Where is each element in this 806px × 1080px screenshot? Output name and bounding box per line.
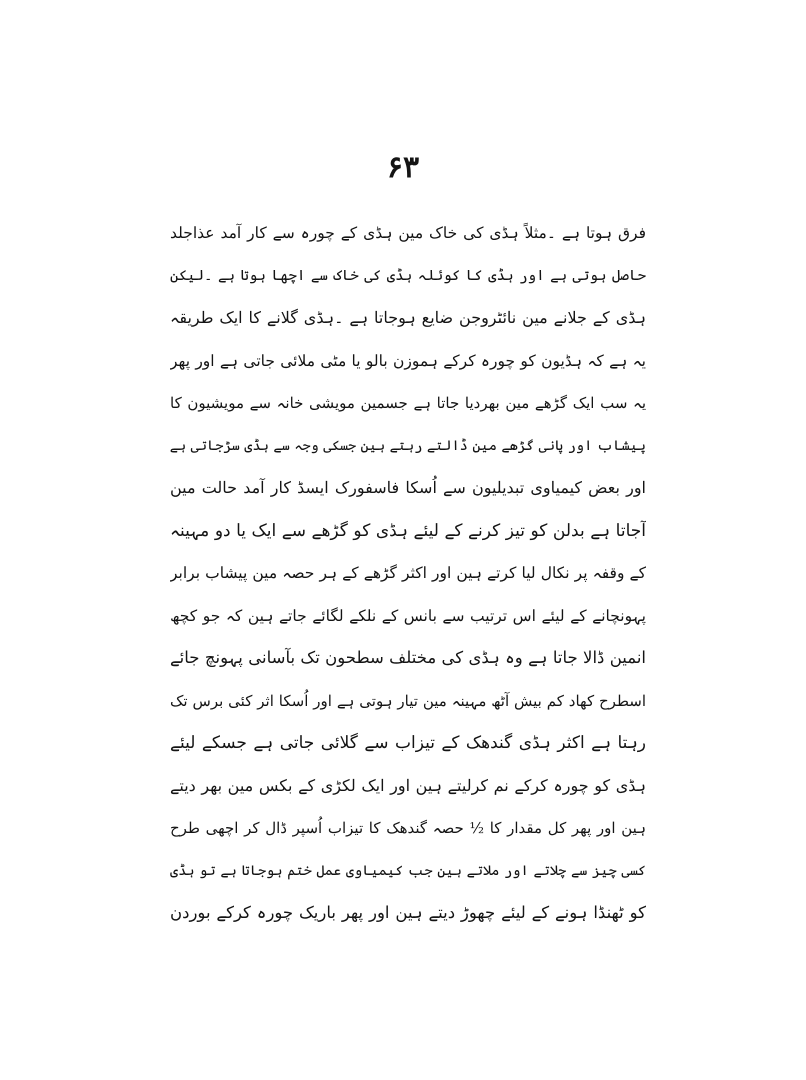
text-line: کے وقفہ پر نکال لیا کرتے ہین اور اکثر گڑھے کے ہر حصہ مین پیشاب برابر <box>170 564 646 582</box>
text-line: پہونچانے کے لیئے اس ترتیب سے بانس کے نلکے لگائے جاتے ہین کہ جو کچھ <box>170 606 646 625</box>
text-line: کسی چیز سے چلاتے اور ملاتے ہین جب کیمیاوی عمل ختم ہوجاتا ہے تو ہڈی <box>170 862 646 879</box>
text-line: یہ سب ایک گڑھے مین بھردیا جاتا ہے جسمین مویشی خانہ سے مویشیون کا <box>170 394 646 412</box>
text-line: انمین ڈالا جاتا ہے وہ ہڈی کی مختلف سطحون تک بآسانی پہونچ جائے <box>170 648 646 667</box>
text-line: رہتا ہے اکثر ہڈی گندھک کے تیزاب سے گلائی جاتی ہے جسکے لیئے <box>170 733 646 753</box>
text-line: ہڈی کے جلانے مین نائٹروجن ضایع ہوجاتا ہے ۔ہڈی گلانے کا ایک طریقہ <box>170 308 646 327</box>
text-line: اسطرح کھاد کم بیش آٹھ مہینہ مین تیار ہوتی ہے اور اُسکا اثر کئی برس تک <box>170 691 646 710</box>
text-line: آجاتا ہے بدلن کو تیز کرنے کے لیئے ہڈی کو گڑھے سے ایک یا دو مہینہ <box>170 520 646 541</box>
text-line: اور بعض کیمیاوی تبدیلیون سے اُسکا فاسفورک ایسڈ کار آمد حالت مین <box>170 478 646 497</box>
text-line: یہ ہے کہ ہڈیون کو چورہ کرکے ہموزن بالو یا مٹی ملائی جاتی ہے اور پھر <box>170 351 646 370</box>
text-line: ہین اور پھر کل مقدار کا ½ حصہ گندھک کا تیزاب اُسپر ڈال کر اچھی طرح <box>170 819 646 837</box>
text-line: فرق ہوتا ہے ۔مثلاً ہڈی کی خاک مین ہڈی کے چورہ سے کار آمد عذاجلد <box>170 224 646 242</box>
text-line: حاصل ہوتی ہے اور ہڈی کا کوئلہ ہڈی کی خاک سے اچھا ہوتا ہے ۔لیکن <box>170 267 646 284</box>
text-line: کو ٹھنڈا ہونے کے لیئے چھوڑ دیتے ہین اور پھر باریک چورہ کرکے بوردن <box>170 903 646 922</box>
page-number: ۶۳ <box>386 150 420 185</box>
body-text <box>170 212 646 935</box>
text-line: ہڈی کو چورہ کرکے نم کرلیتے ہین اور ایک لکڑی کے بکس مین بھر دیتے <box>170 775 646 795</box>
text-line: پیشاب اور پانی گڑھے مین ڈالتے رہتے ہین جسکی وجہ سے ہڈی سڑجاتی ہے <box>170 437 646 454</box>
